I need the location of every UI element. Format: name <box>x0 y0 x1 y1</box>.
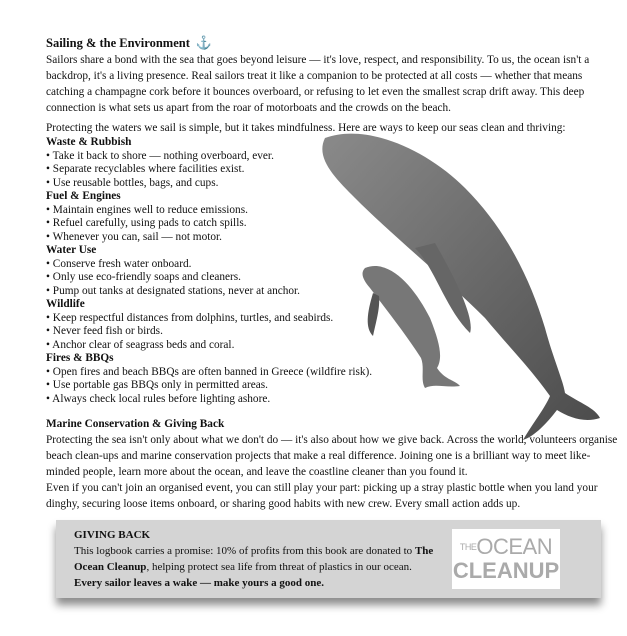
tips-list <box>46 204 618 245</box>
logo-cleanup: CLEANUP <box>452 558 560 583</box>
section-heading: Wildlife <box>46 298 85 310</box>
list-item: • Keep respectful distances from dolphins, turtles, and seabirds. <box>46 312 618 326</box>
giving-back-heading: GIVING BACK <box>74 529 151 541</box>
logo-ocean: OCEAN <box>476 534 553 559</box>
list-item: • Use reusable bottles, bags, and cups. <box>46 177 618 191</box>
list-item: • Never feed fish or birds. <box>46 325 618 339</box>
section-heading: Fires & BBQs <box>46 352 114 364</box>
title-text: Sailing & the Environment <box>46 36 190 50</box>
list-item: • Whenever you can, sail — not motor. <box>46 231 618 245</box>
tips-list <box>46 366 618 407</box>
list-item: • Use portable gas BBQs only in permitted areas. <box>46 379 618 393</box>
list-item: • Pump out tanks at designated stations, never at anchor. <box>46 285 618 299</box>
ocean-cleanup-logo <box>452 529 560 589</box>
section-heading: Fuel & Engines <box>46 190 121 202</box>
tips-list <box>46 312 618 353</box>
logo-the: THE <box>459 542 477 552</box>
marine-section <box>46 416 618 512</box>
page-title <box>46 34 618 52</box>
tips-list <box>46 150 618 191</box>
intro-paragraph: Sailors share a bond with the sea that goes beyond leisure — it's love, respect, and responsibility. To us, the ocean isn't a backdrop, it's a living presence. Real sailors treat it like a companion to be protected at all costs — whether that means catching a champagne cork before it bounces overboard, or refusing to let even the smallest scrap drift away. This deep connection is what sets us apart from the roar of motorboats and the crowds on the beach. <box>46 54 590 114</box>
tips-list <box>46 258 618 299</box>
section-heading: Water Use <box>46 244 97 256</box>
list-item: • Refuel carefully, using pads to catch spills. <box>46 217 618 231</box>
list-item: • Conserve fresh water onboard. <box>46 258 618 272</box>
tips-sections <box>46 136 618 406</box>
giving-back-box <box>56 520 601 598</box>
marine-paragraph-1: Protecting the sea isn't only about what we don't do — it's also about how we give back. Across the world, volunteers organise beach clean-ups and marine conservation projects that make a real difference. Joining one is a brilliant way to meet like-minded people, learn more about the ocean, and leave the coastline cleaner than you found it. <box>46 434 618 478</box>
giving-back-text <box>74 527 434 591</box>
anchor-icon: ⚓ <box>195 35 213 50</box>
list-item: • Only use eco-friendly soaps and cleaners. <box>46 271 618 285</box>
tagline: Every sailor leaves a wake — make yours a good one. <box>74 577 325 589</box>
list-item: • Always check local rules before lighting ashore. <box>46 393 618 407</box>
content <box>46 34 618 406</box>
list-item: • Anchor clear of seagrass beds and coral. <box>46 339 618 353</box>
marine-heading: Marine Conservation & Giving Back <box>46 418 225 430</box>
protect-intro: Protecting the waters we sail is simple, but it takes mindfulness. Here are ways to keep our seas clean and thriving: <box>46 122 566 134</box>
marine-paragraph-2: Even if you can't join an organised event, you can still play your part: picking up a stray plastic bottle when you land your dinghy, securing loose items onboard, or sharing good habits with new crew. Every small action adds up. <box>46 482 598 510</box>
giving-back-body-end: , helping protect sea life from threat of plastics in our ocean. <box>146 561 412 573</box>
list-item: • Take it back to shore — nothing overboard, ever. <box>46 150 618 164</box>
list-item: • Maintain engines well to reduce emissions. <box>46 204 618 218</box>
org-name: The Ocean Cleanup <box>74 545 434 573</box>
list-item: • Separate recyclables where facilities exist. <box>46 163 618 177</box>
section-heading: Waste & Rubbish <box>46 136 132 148</box>
giving-back-body: This logbook carries a promise: 10% of profits from this book are donated to <box>74 545 415 557</box>
list-item: • Open fires and beach BBQs are often banned in Greece (wildfire risk). <box>46 366 618 380</box>
